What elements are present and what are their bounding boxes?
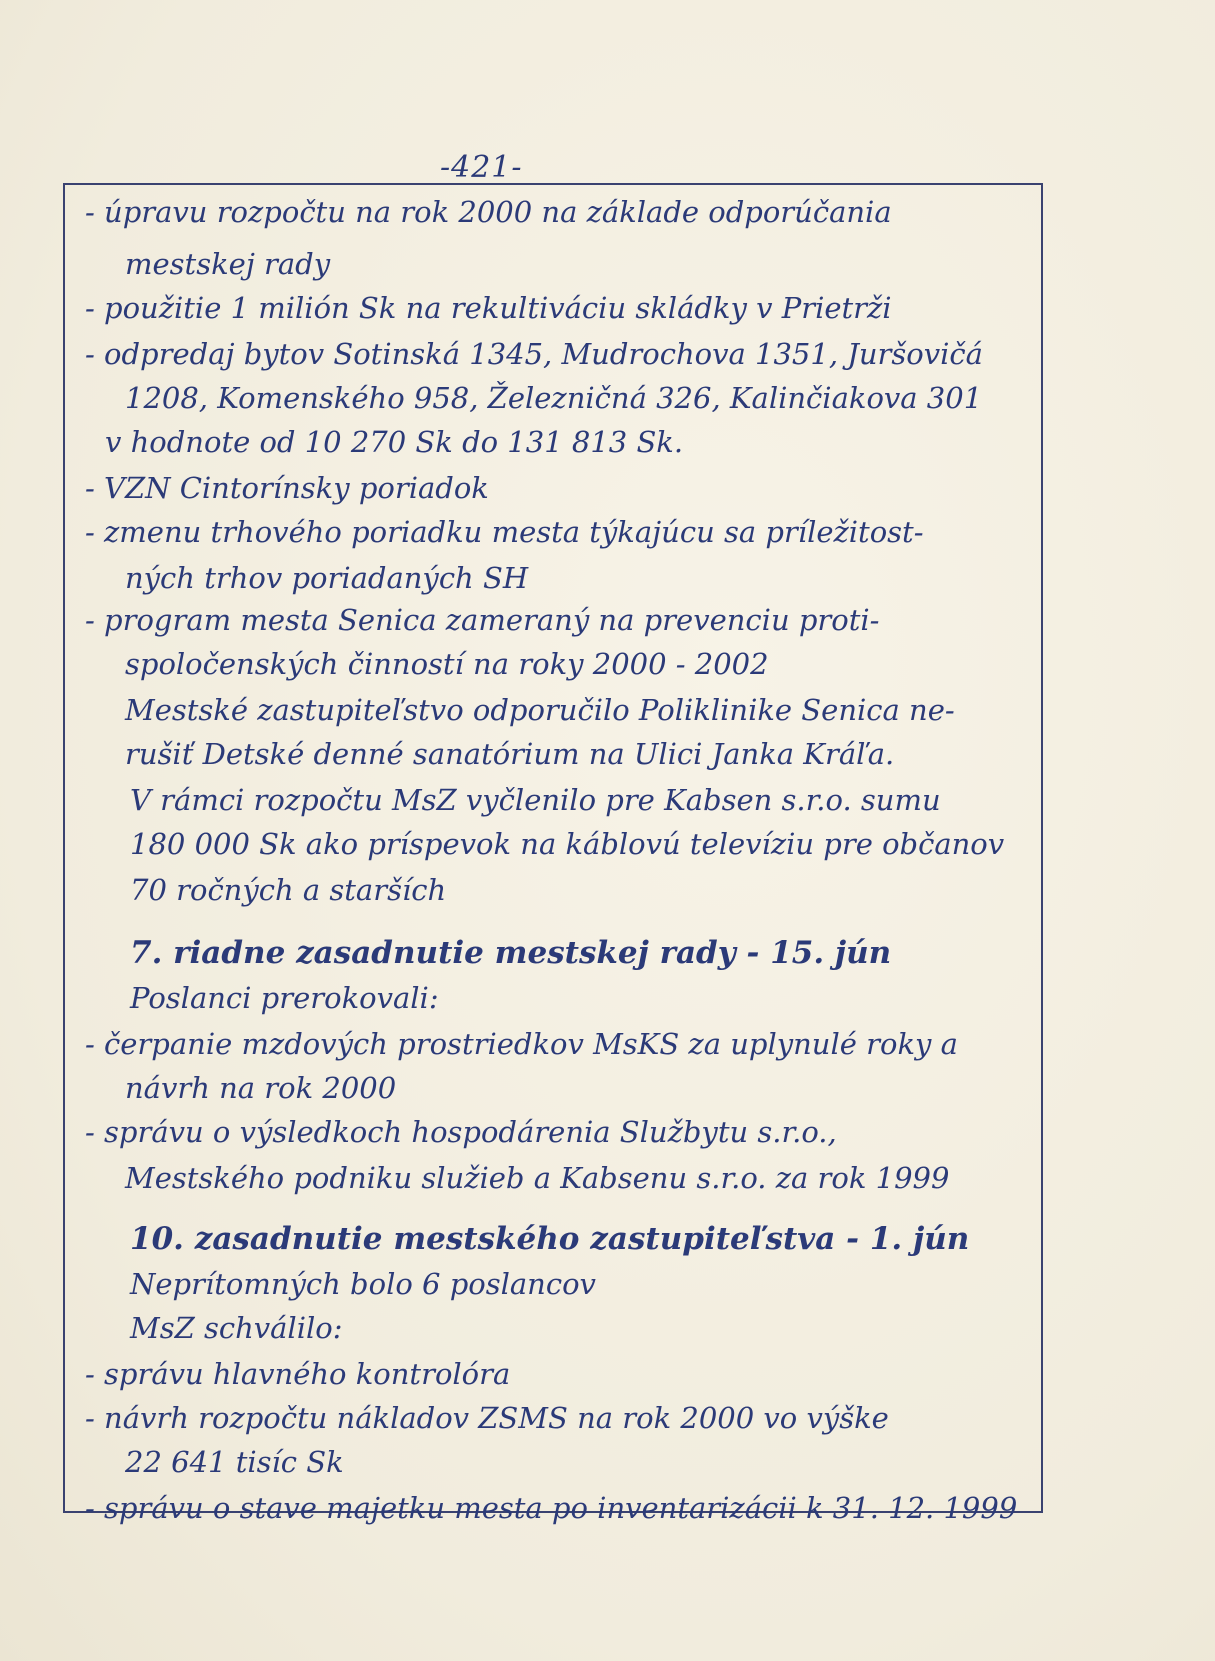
- text-line: MsZ schválilo:: [130, 1311, 343, 1345]
- section-heading: 10. zasadnutie mestského zastupiteľstva - 1. jún: [130, 1221, 970, 1257]
- text-line: 70 ročných a starších: [130, 873, 447, 907]
- text-line: 180 000 Sk ako príspevok na káblovú televíziu pre občanov: [130, 827, 1005, 861]
- text-line: návrh na rok 2000: [125, 1071, 397, 1105]
- text-line: - správu o výsledkoch hospodárenia Službytu s.r.o.,: [85, 1115, 837, 1149]
- text-line: Mestské zastupiteľstvo odporučilo Poliklinike Senica ne-: [125, 693, 955, 727]
- text-line: V rámci rozpočtu MsZ vyčlenilo pre Kabsen s.r.o. sumu: [130, 783, 941, 817]
- text-line: - odpredaj bytov Sotinská 1345, Mudrochova 1351, Juršovičá: [85, 337, 983, 371]
- text-line: - správu o stave majetku mesta po inventarizácii k 31. 12. 1999: [85, 1491, 1018, 1525]
- text-line: - správu hlavného kontrolóra: [85, 1357, 511, 1391]
- text-line: spoločenských činností na roky 2000 - 2002: [125, 647, 769, 681]
- text-line: 1208, Komenského 958, Železničná 326, Kalinčiakova 301: [125, 381, 983, 415]
- text-line: - program mesta Senica zameraný na prevenciu proti-: [85, 603, 880, 637]
- section-heading: 7. riadne zasadnutie mestskej rady - 15. jún: [130, 935, 892, 971]
- text-line: 22 641 tisíc Sk: [125, 1445, 344, 1479]
- text-line: - VZN Cintorínsky poriadok: [85, 471, 489, 505]
- text-line: Poslanci prerokovali:: [130, 981, 439, 1015]
- text-line: - čerpanie mzdových prostriedkov MsKS za uplynulé roky a: [85, 1027, 958, 1061]
- text-line: - použitie 1 milión Sk na rekultiváciu skládky v Prietrži: [85, 291, 892, 325]
- text-line: Mestského podniku služieb a Kabsenu s.r.o. za rok 1999: [125, 1161, 950, 1195]
- text-line: v hodnote od 10 270 Sk do 131 813 Sk.: [105, 425, 684, 459]
- text-line: - návrh rozpočtu nákladov ZSMS na rok 2000 vo výške: [85, 1401, 889, 1435]
- text-line: - úpravu rozpočtu na rok 2000 na základe odporúčania: [85, 195, 892, 229]
- page-number: -421-: [440, 150, 523, 185]
- text-line: - zmenu trhového poriadku mesta týkajúcu sa príležitost-: [85, 515, 924, 549]
- text-line: rušiť Detské denné sanatórium na Ulici Janka Kráľa.: [125, 737, 895, 771]
- text-line: mestskej rady: [125, 247, 331, 281]
- text-line: ných trhov poriadaných SH: [125, 561, 529, 595]
- text-line: Neprítomných bolo 6 poslancov: [130, 1267, 596, 1301]
